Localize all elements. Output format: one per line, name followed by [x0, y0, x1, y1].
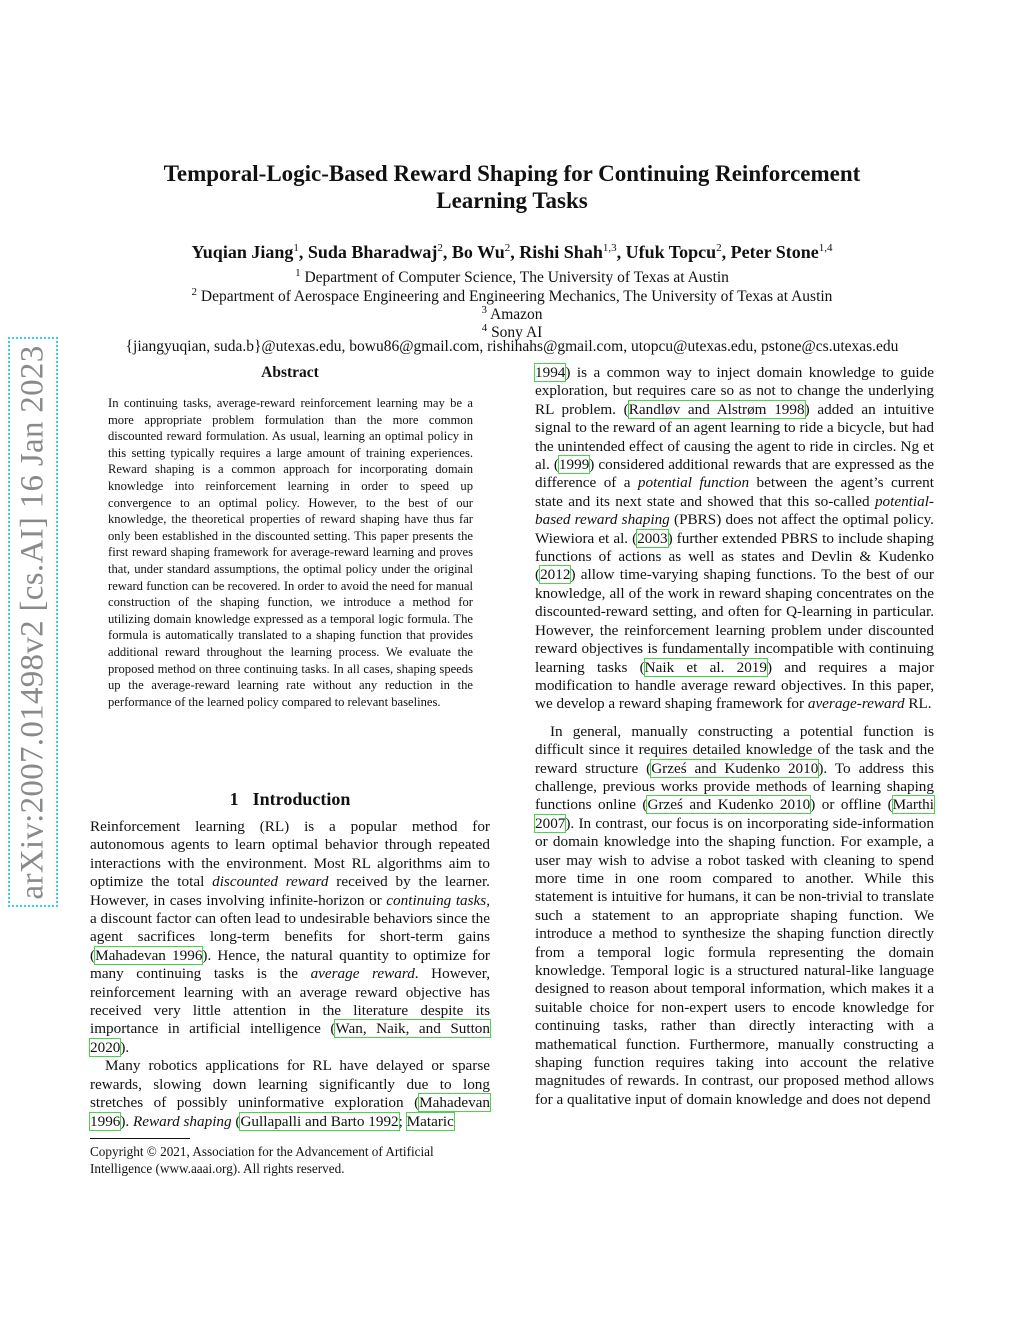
affiliation: $^4$ Sony AI: [481, 322, 543, 342]
paragraph: 1994) is a common way to inject domain knowledge to guide exploration, but requires care so as not to change the underlying RL problem. (Randløv and Alstrøm 1998) added an intuitive signal to the reward of an agent learning to ride a bicycle, but had the unintended effect of causing the agent to ride in circles. Ng et al. (1999) considered additional rewards that are expressed as the difference of a potential function between the agent’s current state and its next state and showed that this so-called potential-based reward shaping (PBRS) does not affect the optimal policy. Wiewiora et al. (2003) further extended PBRS to include shaping functions of actions as well as states and Devlin & Kudenko (2012) allow time-varying shaping functions. To the best of our knowledge, all of the work in reward shaping concentrates on the discounted-reward setting, and often for Q-learning in particular. However, the reinforcement learning problem under discounted reward objectives is fundamentally incompatible with continuing learning tasks (Naik et al. 2019) and requires a major modification to handle average reward objectives. In this paper, we develop a reward shaping framework for average-reward RL.: [535, 364, 935, 713]
copyright-notice: Copyright © 2021, Association for the Advancement of Artificial Intelligence (www.aaai.org). All rights reserved.: [90, 1144, 434, 1176]
affiliation: $^1$ Department of Computer Science, The University of Texas at Austin: [295, 267, 729, 287]
arxiv-sidebar: [8, 337, 58, 907]
author: Suda Bharadwaj$^2$: [307, 242, 443, 262]
citation-link[interactable]: 1999: [558, 456, 590, 474]
citation-link[interactable]: Mahadevan 1996: [90, 1094, 490, 1130]
author: Peter Stone$^{1,4}$: [730, 242, 833, 262]
citation-link[interactable]: 2012: [540, 566, 571, 584]
citation-link[interactable]: Mataric: [406, 1112, 454, 1130]
paragraph: Many robotics applications for RL have delayed or sparse rewards, slowing down learning significantly due to long stretches of possibly uninformative exploration (Mahadevan 1996). Reward shaping (Gullapalli and Barto 1992; Mataric: [90, 1057, 490, 1130]
citation-link[interactable]: Naik et al. 2019: [644, 658, 767, 676]
footnote-rule: [90, 1138, 190, 1139]
arxiv-identifier: arXiv:2007.01498v2 [cs.AI] 16 Jan 2023: [14, 345, 51, 899]
author: Yuqian Jiang$^1$: [191, 242, 299, 262]
citation-link[interactable]: 2003: [637, 529, 668, 547]
citation-link[interactable]: Mahadevan 1996: [95, 946, 203, 964]
citation-link[interactable]: 1994: [535, 364, 566, 381]
paragraph: In general, manually constructing a potential function is difficult since it requires detailed knowledge of the task and the reward structure (Grześ and Kudenko 2010). To address this challenge, previous works provide methods of learning shaping functions online (Grześ and Kudenko 2010) or offline (Marthi 2007). In contrast, our focus is on incorporating side-information or domain knowledge into the shaping function. For example, a user may wish to advise a robot tasked with cleaning to spend more time in one room compared to another. While this statement is intuitive for humans, it can be non-trivial to translate such a statement to an appropriate shaping function. We introduce a method to synthesize the shaping function directly from a temporal logic formula representing the domain knowledge. Temporal logic is a structured natural-like language designed to reason about temporal information, which makes it a suitable choice for non-expert users to encode knowledge for continuing tasks, rather than directly interacting with a mathematical function. Furthermore, manually constructing a shaping function requires taking into account the relative magnitudes of rewards. In contrast, our proposed method allows for a qualitative input of domain knowledge and does not depend: [535, 722, 934, 1108]
citation-link[interactable]: Marthi 2007: [535, 796, 934, 832]
author-emails: {jiangyuqian, suda.b}@utexas.edu, bowu86@gmail.com, rishihahs@gmail.com, utopcu@utexas.edu, pstone@cs.utexas.edu: [125, 338, 899, 355]
citation-link[interactable]: Grześ and Kudenko 2010: [651, 759, 819, 777]
abstract-heading: Abstract: [261, 364, 319, 381]
citation-link[interactable]: Gullapalli and Barto 1992: [240, 1112, 399, 1130]
citation-link[interactable]: Randløv and Alstrøm 1998: [628, 400, 805, 418]
author: Ufuk Topcu$^2$: [625, 242, 722, 262]
affiliation: $^2$ Department of Aerospace Engineering and Engineering Mechanics, The University of Texas at Austin: [191, 286, 833, 306]
author: Bo Wu$^2$: [451, 242, 511, 262]
left-column-body: [90, 818, 490, 1131]
affiliation: $^3$ Amazon: [481, 304, 543, 324]
citation-link[interactable]: Grześ and Kudenko 2010: [647, 796, 811, 814]
paper-title: Temporal-Logic-Based Reward Shaping for Continuing Reinforcement Learning Tasks: [163, 161, 861, 213]
right-column-body: [535, 364, 934, 1109]
author-list: Yuqian Jiang$^1$, Suda Bharadwaj$^2$, Bo Wu$^2$, Rishi Shah$^{1,3}$, Ufuk Topcu$^2$, Peter Stone$^{1,4}$: [191, 242, 833, 262]
section-heading-introduction: 1 Introduction: [229, 789, 351, 809]
paragraph: Reinforcement learning (RL) is a popular method for autonomous agents to learn optimal behavior through repeated interactions with the environment. Most RL algorithms aim to optimize the total discounted reward received by the learner. However, in cases involving infinite-horizon or continuing tasks, a discount factor can often lead to undesirable behaviors since the agent sacrifices long-term benefits for short-term gains (Mahadevan 1996). Hence, the natural quantity to optimize for many continuing tasks is the average reward. However, reinforcement learning with an average reward objective has received very little attention in the literature despite its importance in artificial intelligence (Wan, Naik, and Sutton 2020).: [90, 818, 491, 1056]
author: Rishi Shah$^{1,3}$: [519, 242, 617, 262]
abstract-text: In continuing tasks, average-reward reinforcement learning may be a more appropriate problem formulation than the more common discounted reward formulation. As usual, learning an optimal policy in this setting typically requires a large amount of training experiences. Reward shaping is a common approach for incorporating domain knowledge into reinforcement learning in order to speed up convergence to an optimal policy. However, to the best of our knowledge, the theoretical properties of reward shaping have thus far only been established in the discounted setting. This paper presents the first reward shaping framework for average-reward learning and proves that, under standard assumptions, the optimal policy under the original reward function can be recovered. In order to avoid the need for manual construction of the shaping function, we introduce a method for utilizing domain knowledge expressed as a temporal logic formula. The formula is automatically translated to a shaping function that provides additional reward throughout the learning process. We evaluate the proposed method on three continuing tasks. In all cases, shaping speeds up the average-reward learning rate without any reduction in the performance of the learned policy compared to relevant baselines.: [108, 396, 473, 709]
citation-link[interactable]: Wan, Naik, and Sutton 2020: [90, 1020, 490, 1056]
